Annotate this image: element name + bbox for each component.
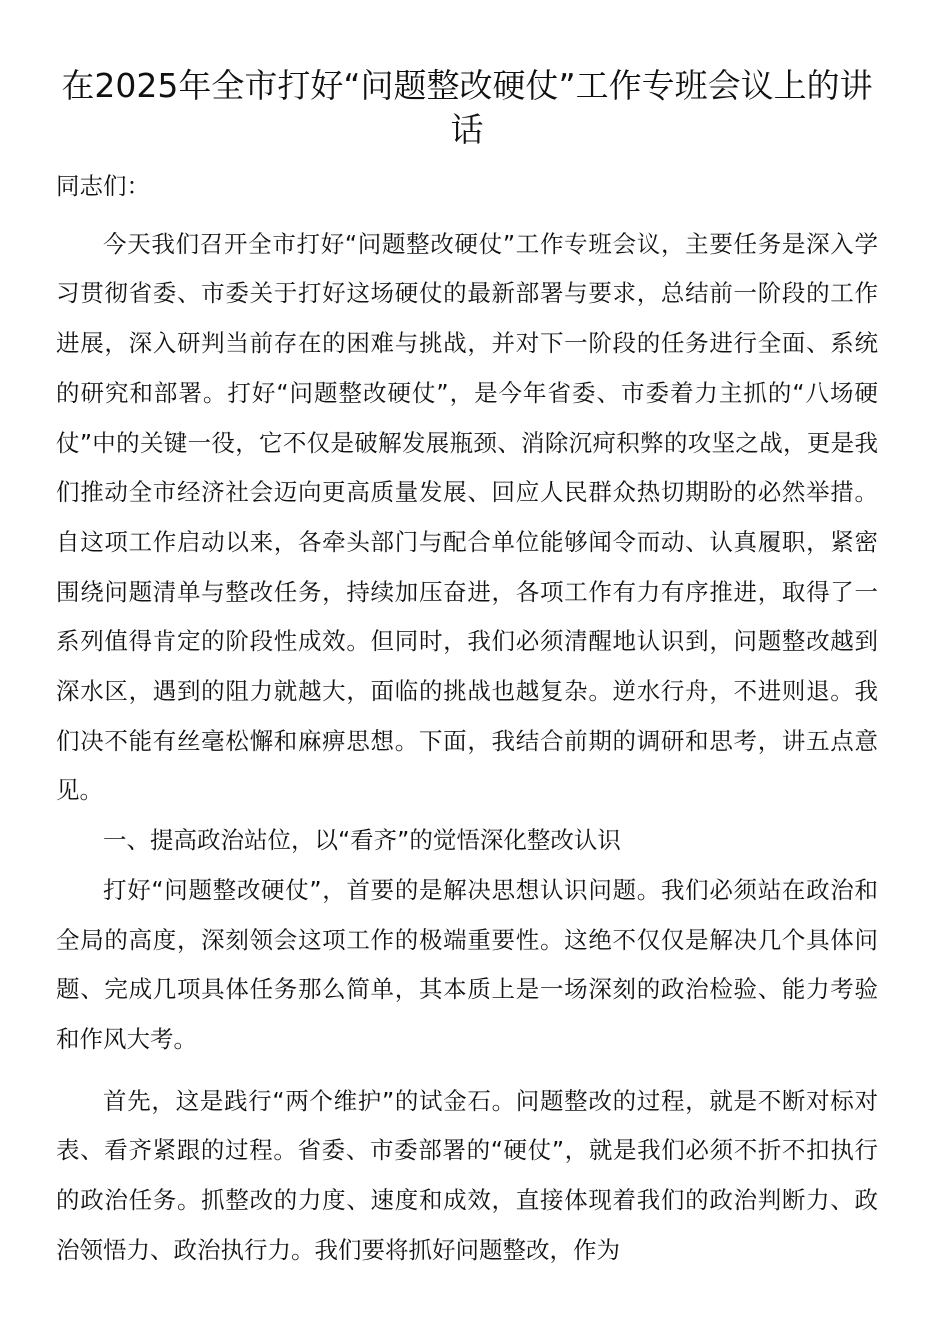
paragraph-body: 打好“问题整改硬仗”，首要的是解决思想认识问题。我们必须站在政治和全局的高度，深刻领会这项工作的极端重要性。这绝不仅仅是解决几个具体问题、完成几项具体任务那么简单，其本质上是一场深刻的政治检验、能力考验和作风大考。 bbox=[56, 875, 878, 1053]
salutation: 同志们： bbox=[56, 172, 150, 200]
document-page bbox=[56, 64, 878, 1275]
paragraph-body: 首先，这是践行“两个维护”的试金石。问题整改的过程，就是不断对标对表、看齐紧跟的过程。省委、市委部署的“硬仗”，就是我们必须不折不扣执行的政治任务。抓整改的力度、速度和成效，直接体现着我们的政治判断力、政治领悟力、政治执行力。我们要将抓好问题整改，作为 bbox=[56, 1086, 878, 1264]
section-heading-1: 一、提高政治站位，以“看齐”的觉悟深化整改认识 bbox=[103, 826, 621, 855]
paragraph-intro: 今天我们召开全市打好“问题整改硬仗”工作专班会议，主要任务是深入学习贯彻省委、市委关于打好这场硬仗的最新部署与要求，总结前一阶段的工作进展，深入研判当前存在的困难与挑战，并对下一阶段的任务进行全面、系统的研究和部署。打好“问题整改硬仗”，是今年省委、市委着力主抓的“八场硬仗”中的关键一役，它不仅是破解发展瓶颈、消除沉疴积弊的攻坚之战，更是我们推动全市经济社会迈向更高质量发展、回应人民群众热切期盼的必然举措。自这项工作启动以来，各牵头部门与配合单位能够闻令而动、认真履职，紧密围绕问题清单与整改任务，持续加压奋进，各项工作有力有序推进，取得了一系列值得肯定的阶段性成效。但同时，我们必须清醒地认识到，问题整改越到深水区，遇到的阻力就越大，面临的挑战也越复杂。逆水行舟，不进则退。我们决不能有丝毫松懈和麻痹思想。下面，我结合前期的调研和思考，讲五点意见。 bbox=[56, 229, 878, 805]
document-title: 在2025年全市打好“问题整改硬仗”工作专班会议上的讲话 bbox=[61, 66, 873, 149]
